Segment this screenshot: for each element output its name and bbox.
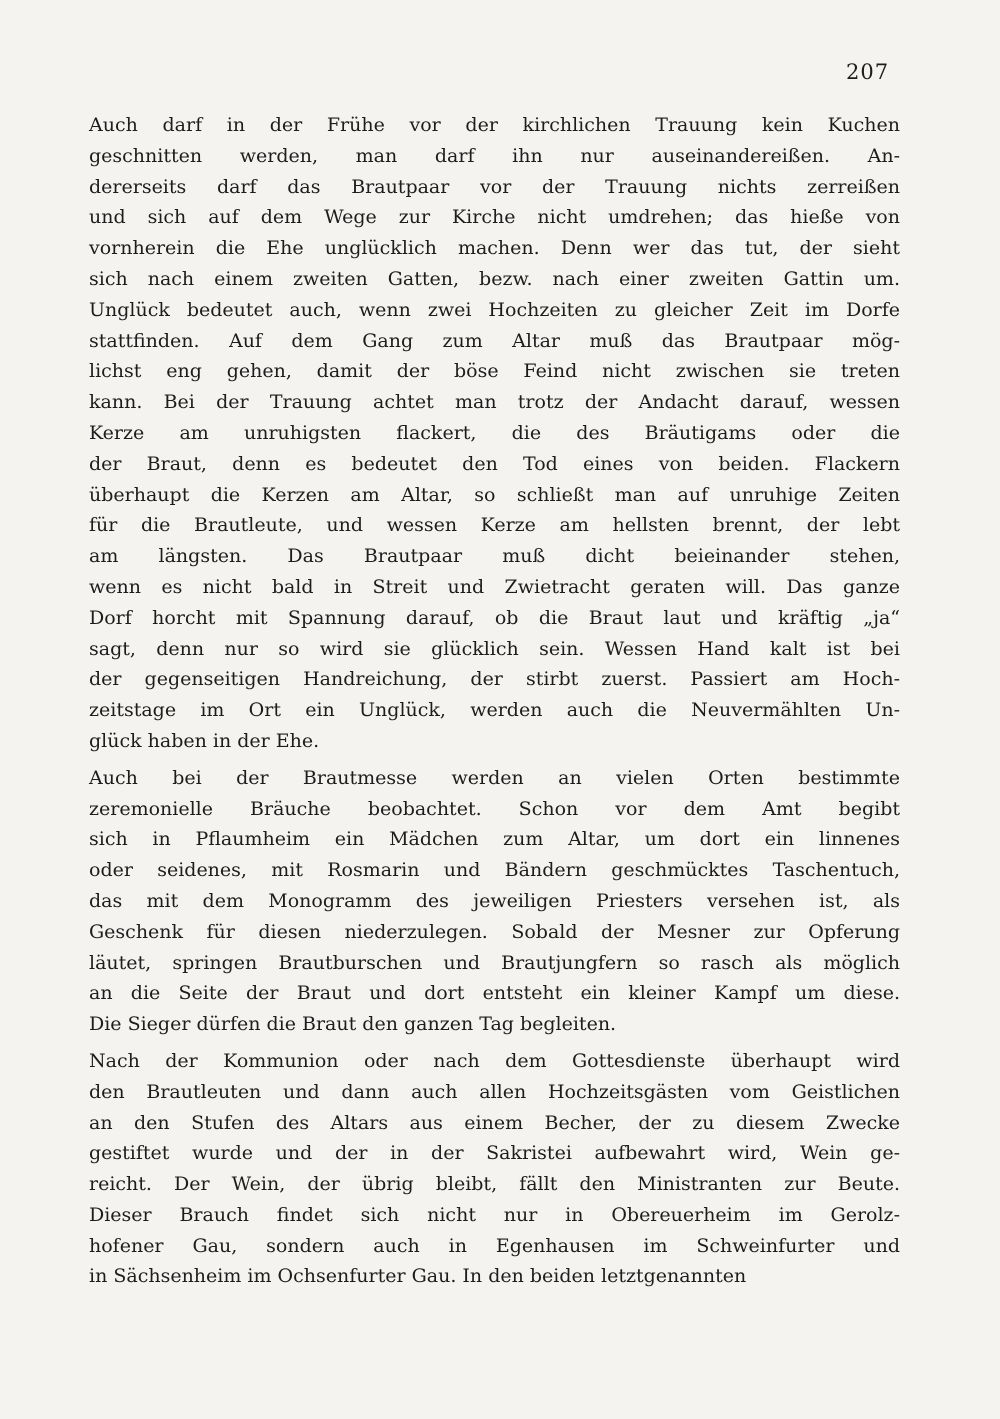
- text-line: Geschenk für diesen niederzulegen. Sobald der Mesner zur Opferung: [89, 920, 900, 943]
- body-text: [89, 110, 900, 1292]
- text-line: hofener Gau, sondern auch in Egenhausen im Schweinfurter und: [89, 1234, 900, 1257]
- text-line: glück haben in der Ehe.: [89, 729, 320, 752]
- paragraph-2: [89, 763, 900, 1040]
- text-line: oder seidenes, mit Rosmarin und Bändern geschmücktes Taschentuch,: [89, 859, 900, 882]
- page-number: 207: [846, 60, 890, 84]
- text-line: das mit dem Monogramm des jeweiligen Priesters versehen ist, als: [89, 889, 900, 912]
- text-line: und sich auf dem Wege zur Kirche nicht umdrehen; das hieße von: [89, 206, 900, 229]
- text-line: zeremonielle Bräuche beobachtet. Schon vor dem Amt begibt: [89, 797, 900, 820]
- text-line: wenn es nicht bald in Streit und Zwietracht geraten will. Das ganze: [89, 575, 900, 598]
- text-line: sagt, denn nur so wird sie glücklich sein. Wessen Hand kalt ist bei: [89, 637, 900, 660]
- text-line: stattfinden. Auf dem Gang zum Altar muß das Brautpaar mög-: [89, 329, 900, 352]
- text-line: Auch bei der Brautmesse werden an vielen Orten bestimmte: [89, 766, 900, 789]
- text-line: überhaupt die Kerzen am Altar, so schließt man auf unruhige Zeiten: [89, 483, 900, 506]
- text-line: den Brautleuten und dann auch allen Hochzeitsgästen vom Geistlichen: [89, 1080, 900, 1103]
- text-line: an den Stufen des Altars aus einem Becher, der zu diesem Zwecke: [89, 1111, 900, 1134]
- text-line: sich nach einem zweiten Gatten, bezw. nach einer zweiten Gattin um.: [89, 267, 900, 290]
- text-line: Auch darf in der Frühe vor der kirchlichen Trauung kein Kuchen: [89, 114, 900, 136]
- text-line: lichst eng gehen, damit der böse Feind nicht zwischen sie treten: [89, 360, 900, 383]
- text-line: Dorf horcht mit Spannung darauf, ob die Braut laut und kräftig „ja“: [89, 606, 900, 629]
- text-line: dererseits darf das Brautpaar vor der Trauung nichts zerreißen: [89, 175, 900, 198]
- text-line: reicht. Der Wein, der übrig bleibt, fällt den Ministranten zur Beute.: [89, 1173, 900, 1196]
- paragraph-3: [89, 1046, 900, 1292]
- text-line: läutet, springen Brautburschen und Brautjungfern so rasch als möglich: [89, 951, 900, 974]
- text-line: Dieser Brauch findet sich nicht nur in Obereuerheim im Gerolz-: [89, 1203, 900, 1226]
- text-line: Nach der Kommunion oder nach dem Gottesdienste überhaupt wird: [89, 1049, 900, 1072]
- text-line: Die Sieger dürfen die Braut den ganzen Tag begleiten.: [89, 1013, 617, 1036]
- text-line: vornherein die Ehe unglücklich machen. Denn wer das tut, der sieht: [89, 237, 900, 260]
- text-line: am längsten. Das Brautpaar muß dicht beieinander stehen,: [89, 545, 900, 568]
- text-line: Unglück bedeutet auch, wenn zwei Hochzeiten zu gleicher Zeit im Dorfe: [89, 298, 900, 321]
- text-line: der Braut, denn es bedeutet den Tod eines von beiden. Flackern: [89, 452, 900, 475]
- text-line: für die Brautleute, und wessen Kerze am hellsten brennt, der lebt: [89, 514, 900, 537]
- text-line: der gegenseitigen Handreichung, der stirbt zuerst. Passiert am Hoch-: [89, 668, 900, 691]
- text-line: gestiftet wurde und der in der Sakristei aufbewahrt wird, Wein ge-: [89, 1142, 900, 1165]
- paragraph-1: [89, 110, 900, 757]
- text-line: an die Seite der Braut und dort entsteht ein kleiner Kampf um diese.: [89, 982, 900, 1005]
- text-line: in Sächsenheim im Ochsenfurter Gau. In den beiden letztgenannten: [89, 1265, 747, 1288]
- text-line: sich in Pflaumheim ein Mädchen zum Altar, um dort ein linnenes: [89, 828, 900, 851]
- text-line: kann. Bei der Trauung achtet man trotz der Andacht darauf, wessen: [89, 391, 900, 414]
- text-line: geschnitten werden, man darf ihn nur auseinandereißen. An-: [89, 144, 900, 167]
- text-line: zeitstage im Ort ein Unglück, werden auch die Neuvermählten Un-: [89, 699, 900, 722]
- text-line: Kerze am unruhigsten flackert, die des Bräutigams oder die: [89, 421, 900, 444]
